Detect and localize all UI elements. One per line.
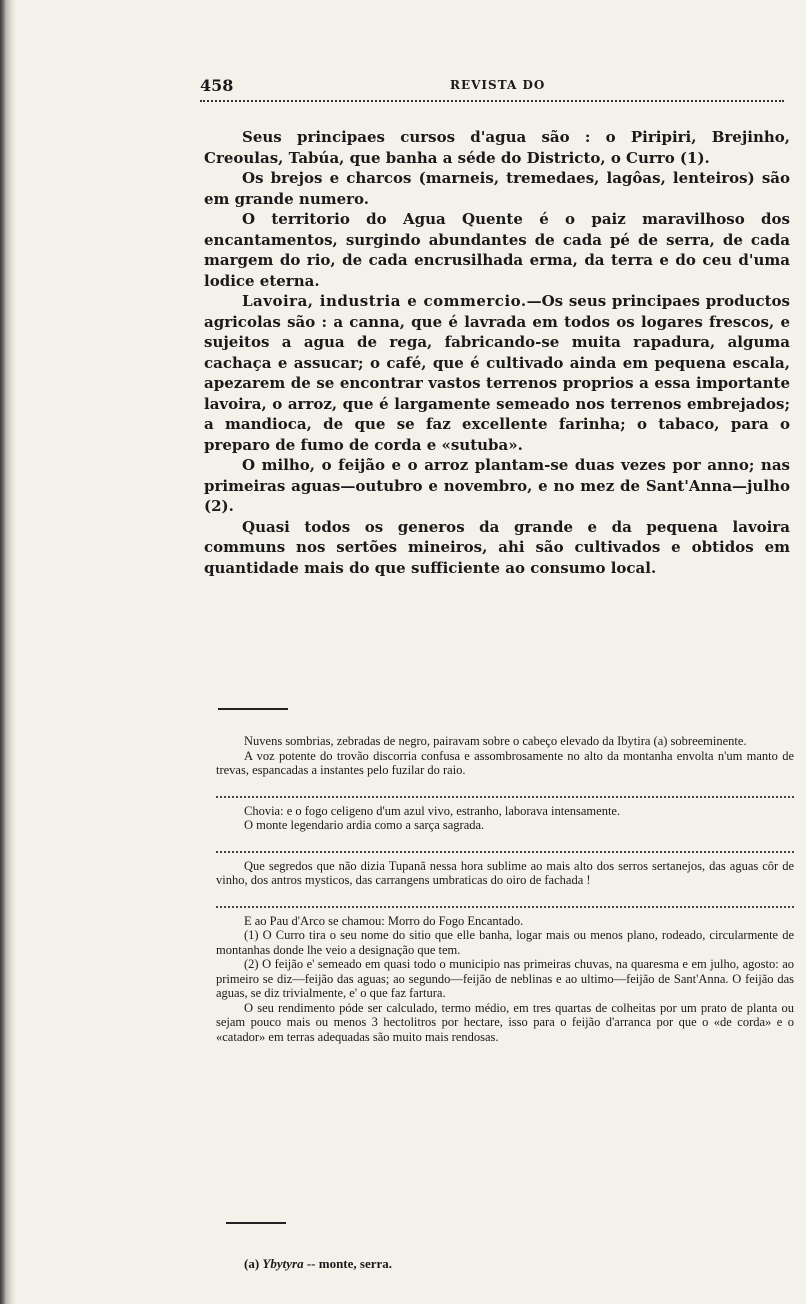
footnote-marker: (a): [244, 1256, 260, 1271]
notes-separator-rule: [218, 708, 288, 710]
paragraph-crops: O milho, o feijão e o arroz plantam-se duas vezes por anno; nas primeiras aguas—outubro e novembro, e no mez de Sant'Anna—julho (2).: [204, 456, 790, 515]
running-header: [200, 76, 786, 98]
running-title: REVISTA DO: [450, 78, 546, 92]
note-yield: O seu rendimento póde ser calculado, termo médio, em tres quartas de colheitas por um prato de planta ou sejam pouco mais ou menos 3 hectolitros por hectare, isso para o feijão d'arranca por que o «de corda» e o «catador» em terras adequadas são muito mais rendosas.: [216, 1000, 794, 1044]
paragraph-territory: O territorio do Agua Quente é o paiz maravilhoso dos encantamentos, surgindo abundantes de cada pé de serra, de cada margem do rio, de cada encrusilhada erma, da terra e do ceu d'uma lodice eterna.: [204, 210, 790, 290]
page-binding-shadow: [0, 0, 16, 1304]
section-heading: Lavoira, industria e commercio.: [242, 292, 527, 310]
note-secrets: Que segredos que não dizia Tupanã nessa hora sublime ao mais alto dos serros sertanejos, das aguas côr de vinho, dos antros mysticos, das carrangens umbraticas do oiro de fachada !: [216, 858, 794, 887]
paragraph-produce: Quasi todos os generos da grande e da pequena lavoira communs nos sertões mineiros, ahi são cultivados e obtidos em quantidade mais do que sufficiente ao consumo local.: [204, 517, 790, 577]
dotted-separator: [216, 782, 794, 798]
footnote-term: Ybytyra: [262, 1256, 304, 1271]
note-2-feijao: (2) O feijão e' semeado em quasi todo o municipio nas primeiras chuvas, na quaresma e em julho, agosto: ao primeiro se diz—feijão das aguas; ao segundo—feijão de neblinas e ao ultimo—feijão de Sant'Anna. O feijão das aguas, se diz trivialmente, e' o que faz fartura.: [216, 957, 794, 1000]
note-pau-darco: E ao Pau d'Arco se chamou: Morro do Fogo Encantado.: [244, 913, 524, 928]
footnote-gloss: -- monte, serra.: [306, 1256, 393, 1271]
note-mount: O monte legendario ardia como a sarça sagrada.: [244, 818, 485, 832]
page-number: 458: [200, 76, 234, 95]
notes-section: [216, 734, 794, 1044]
paragraph-watercourses: Seus principaes cursos d'agua são : o Piripiri, Brejinho, Creoulas, Tabúa, que banha a séde do Districto, o Curro (1).: [204, 128, 790, 167]
footnote-a: [244, 1256, 392, 1272]
dotted-separator: [216, 837, 794, 853]
paragraph-agriculture: [204, 291, 790, 455]
note-rain: Chovia: e o fogo celigeno d'um azul vivo, estranho, laborava intensamente.: [244, 803, 621, 818]
paragraph-marshes: Os brejos e charcos (marneis, tremedaes, lagôas, lenteiros) são em grande numero.: [204, 169, 790, 208]
note-thunder: A voz potente do trovão discorria confusa e assombrosamente no alto da montanha envolta n'um manto de trevas, espancadas a instantes pelo fuzilar do raio.: [216, 748, 794, 777]
paragraph-agriculture-text: —Os seus principaes productos agricolas são : a canna, que é lavrada em todos os logares frescos, e sujeitos a agua de rega, fabricando-se muita rapadura, alguma cachaça e assucar; o café, que é cultivado ainda em pequena escala, apezarem de se encontrar vastos terrenos proprios a essa importante lavoira, o arroz, que é largamente semeado nos terrenos embrejados; a mandioca, de que se faz excellente farinha; o tabaco, para o preparo de fumo de corda e «sutuba».: [204, 292, 790, 454]
footnote-separator-rule: [226, 1222, 286, 1224]
note-clouds: Nuvens sombrias, zebradas de negro, pairavam sobre o cabeço elevado da Ibytira (a) sobreeminente.: [244, 734, 747, 748]
dotted-separator: [216, 892, 794, 908]
header-rule: [200, 100, 784, 102]
note-1-curro: (1) O Curro tira o seu nome do sitio que elle banha, logar mais ou menos plano, rodeado, circularmente de montanhas donde lhe veio a designação que tem.: [216, 928, 794, 957]
main-text: [204, 127, 790, 578]
